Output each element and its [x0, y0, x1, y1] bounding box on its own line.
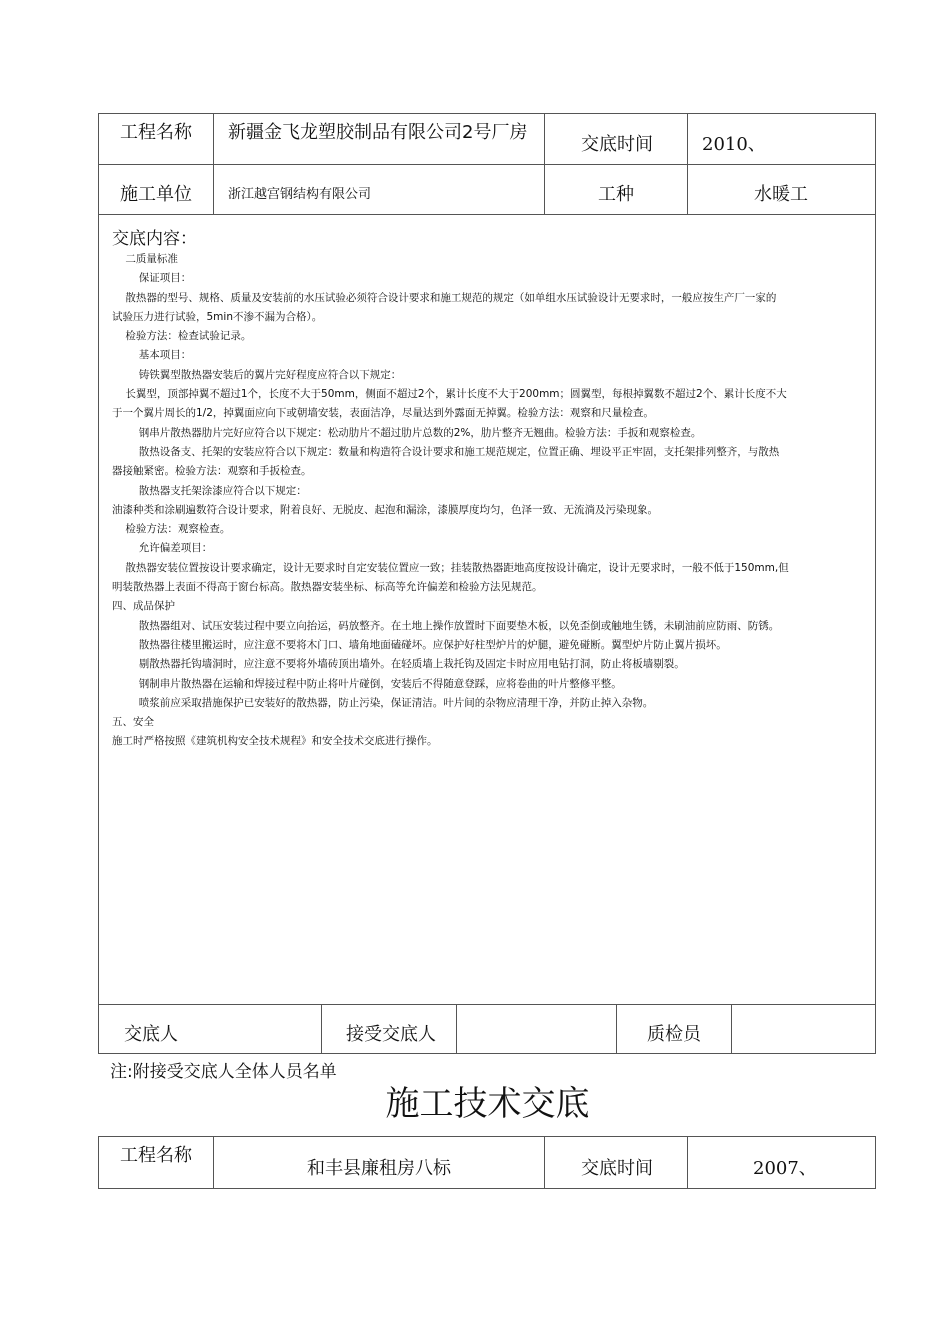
sign-giver-label: 交底人: [124, 1024, 178, 1045]
content-line: 四、成品保护: [112, 600, 175, 613]
trade-value: 水暖工: [754, 184, 808, 205]
content-line: 检验方法：观察检查。: [112, 523, 231, 536]
content-line: 油漆种类和涂刷遍数符合设计要求，附着良好、无脱皮、起泡和漏涂，漆膜厚度均匀，色泽一致、无流淌及污染现象。: [112, 503, 658, 516]
handover-date-label-2: 交底时间: [581, 1158, 653, 1179]
footnote: 注:附接受交底人全体人员名单: [110, 1062, 337, 1082]
content-line: 散热器安装位置按设计要求确定，设计无要求时自定安装位置应一致；挂装散热器距地高度按设计确定，设计无要求时，一般不低于150mm,但: [112, 561, 789, 574]
project-name-label-2: 工程名称: [120, 1145, 192, 1166]
construction-unit-label: 施工单位: [120, 184, 192, 205]
project-name-value-2: 和丰县廉租房八标: [307, 1158, 451, 1179]
content-line: 散热器往楼里搬运时，应注意不要将木门口、墙角地面磕碰坏。应保护好柱型炉片的炉腿，避免碰断。翼型炉片防止翼片损坏。: [112, 638, 727, 651]
content-line: 于一个翼片周长的1/2，掉翼面应向下或朝墙安装，表面洁净，尽量达到外露面无掉翼。检验方法：观察和尺量检查。: [112, 407, 654, 420]
content-line: 试验压力进行试验，5min不渗不漏为合格）。: [112, 310, 323, 323]
content-line: 钢串片散热器肋片完好应符合以下规定：松动肋片不超过肋片总数的2%，肋片整齐无翘曲。检验方法：手扳和观察检查。: [112, 426, 702, 439]
content-line: 二质量标准: [112, 253, 178, 265]
page-title: 施工技术交底: [385, 1084, 590, 1124]
project-name-label: 工程名称: [120, 122, 192, 143]
content-line: 长翼型，顶部掉翼不超过1个，长度不大于50mm，侧面不超过2个，累计长度不大于200mm；圆翼型，每根掉翼数不超过2个、累计长度不大: [112, 388, 787, 401]
handover-date-value-2: 2007、: [753, 1158, 817, 1179]
content-line: 保证项目：: [112, 272, 192, 285]
content-line: 器接触紧密。检验方法：观察和手扳检查。: [112, 465, 312, 478]
content-line: 基本项目：: [112, 349, 192, 362]
content-line: 散热器组对、试压安装过程中要立向抬运，码放整齐。在土地上操作放置时下面要垫木板，以免歪倒或触地生锈，未刷油前应防雨、防锈。: [112, 619, 780, 632]
trade-label: 工种: [598, 184, 634, 205]
content-line: 散热设备支、托架的安装应符合以下规定：数量和构造符合设计要求和施工规范规定，位置正确、埋设平正牢固，支托架排列整齐，与散热: [112, 445, 780, 458]
content-line: 五、安全: [112, 716, 154, 729]
content-line: 允许偏差项目：: [112, 542, 213, 555]
sign-qc-label: 质检员: [647, 1024, 701, 1045]
handover-date-value: 2010、: [702, 134, 766, 155]
content-line: 施工时严格按照《建筑机构安全技术规程》和安全技术交底进行操作。: [112, 735, 438, 748]
content-line: 散热器的型号、规格、质量及安装前的水压试验必须符合设计要求和施工规范的规定（如单组水压试验设计无要求时，一般应按生产厂一家的: [112, 291, 777, 304]
content-line: 喷浆前应采取措施保护已安装好的散热器，防止污染，保证清洁。叶片间的杂物应清理干净，并防止掉入杂物。: [112, 696, 654, 709]
content-line: 散热器支托架涂漆应符合以下规定：: [112, 484, 307, 497]
content-line: 剔散热器托钩墙洞时，应注意不要将外墙砖顶出墙外。在轻质墙上栽托钩及固定卡时应用电钻打洞，防止将板墙剔裂。: [112, 658, 685, 671]
sign-receiver-label: 接受交底人: [346, 1024, 436, 1045]
project-name-value: 新疆金飞龙塑胶制品有限公司2号厂房: [228, 122, 528, 143]
content-line: 铸铁翼型散热器安装后的翼片完好程度应符合以下规定：: [112, 368, 402, 381]
content-line: 明装散热器上表面不得高于窗台标高。散热器安装坐标、标高等允许偏差和检验方法见规范。: [112, 581, 543, 594]
content-body: [112, 250, 872, 752]
construction-unit-value: 浙江越宫钢结构有限公司: [228, 187, 372, 202]
content-title: 交底内容：: [112, 229, 197, 249]
content-line: 检验方法：检查试验记录。: [112, 330, 252, 343]
content-line: 钢制串片散热器在运输和焊接过程中防止将叶片碰倒，安装后不得随意登踩，应将卷曲的叶片整修平整。: [112, 677, 622, 690]
handover-date-label: 交底时间: [581, 134, 653, 155]
